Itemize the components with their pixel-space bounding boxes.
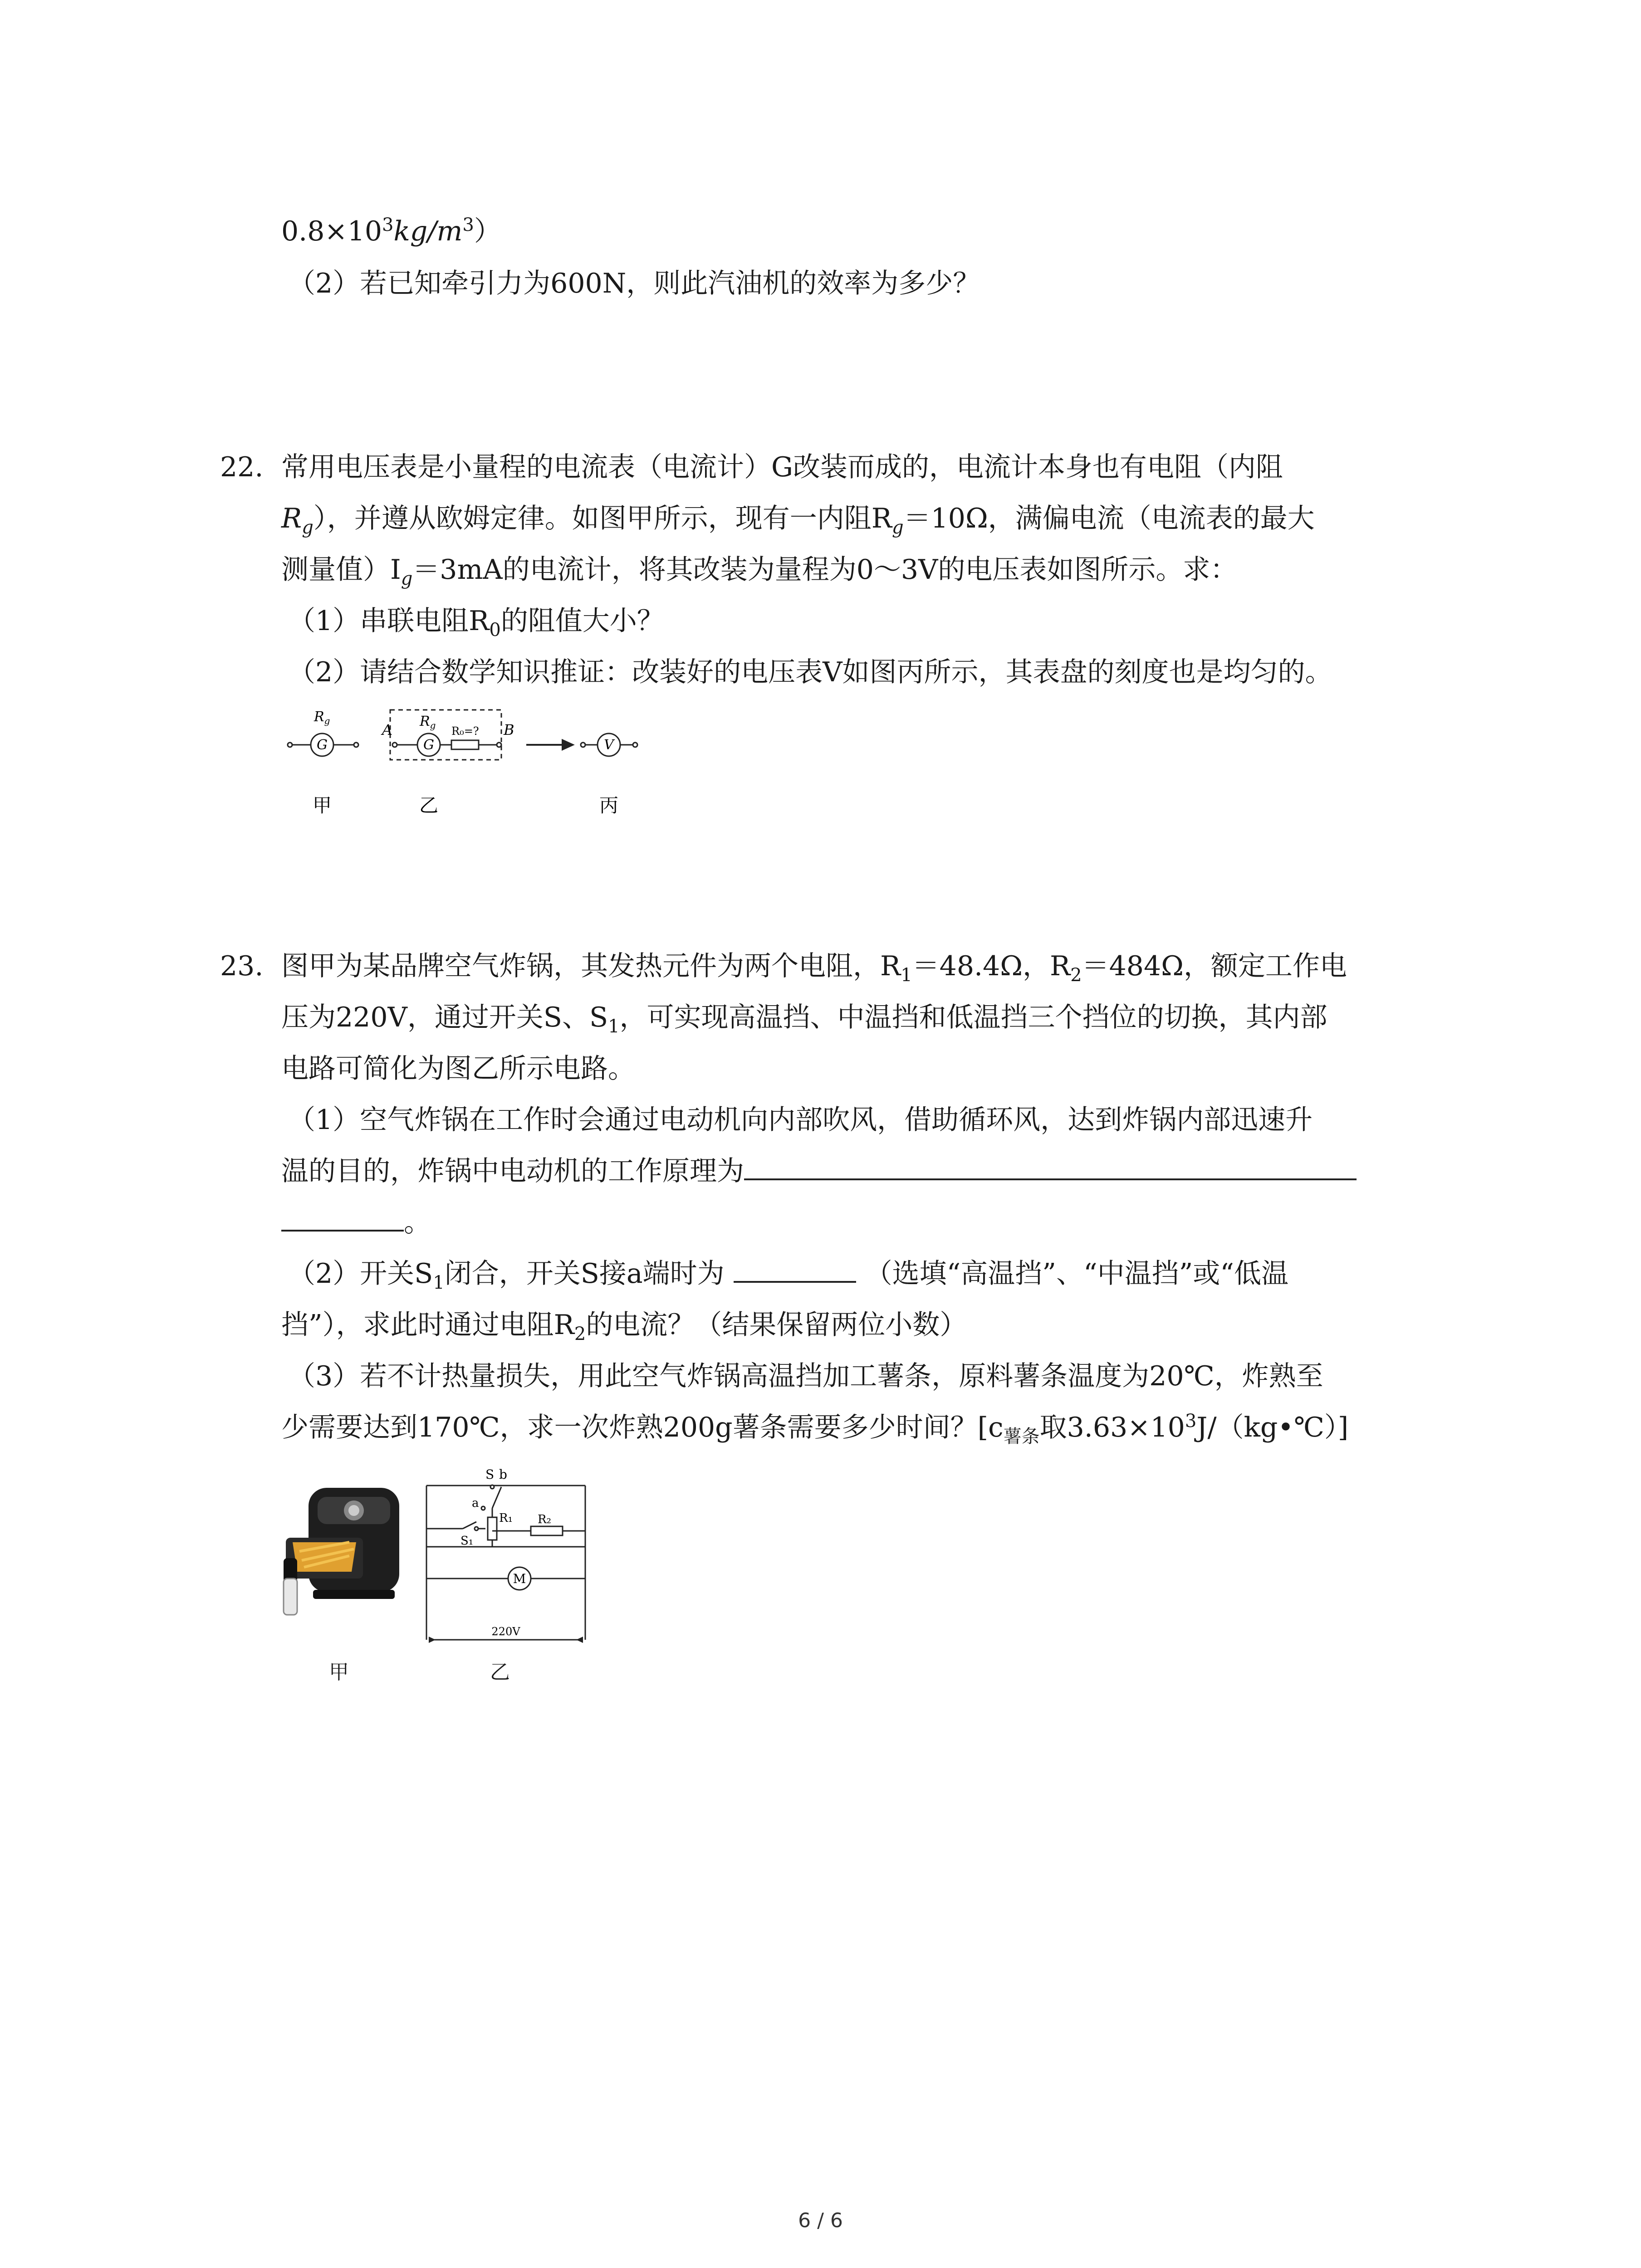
- fryer-circuit-diagram: [417, 1465, 608, 1660]
- galvanometer-label-yi: G: [423, 737, 434, 753]
- point-a-label: A: [382, 721, 393, 738]
- answer-blank-1-cont[interactable]: [281, 1204, 404, 1232]
- q23-line1: 图甲为某品牌空气炸锅，其发热元件为两个电阻，$R_1=48.4\Omega$，$R_2=484\Omega$，额定工作电: [281, 950, 1347, 986]
- point-b-label: B: [504, 721, 514, 738]
- q22-number: 22.: [220, 451, 264, 483]
- q23-line10: 少需要达到170℃，求一次炸熟200g薯条需要多少时间？[$c_{薯条}$取$3.63\times 10^3J/(kg•℃)$]: [281, 1411, 1349, 1447]
- switch-s-label: S: [485, 1467, 495, 1482]
- r0-label: R₀=?: [451, 725, 479, 738]
- q23-line2: 压为220V，通过开关S、$S_1$，可实现高温挡、中温挡和低温挡三个挡位的切换，其内部: [281, 1002, 1327, 1037]
- voltmeter-label: V: [604, 737, 614, 753]
- air-fryer-image: [281, 1474, 417, 1656]
- page-number: 6 / 6: [798, 2209, 843, 2232]
- q23-line7: （2）开关$S_1$闭合，开关S接a端时为 （选填“高温挡”、“中温挡”或“低温: [288, 1256, 1288, 1292]
- contact-b-label: b: [499, 1467, 507, 1482]
- answer-blank-2[interactable]: [734, 1256, 856, 1283]
- fig-label-yi: 乙: [419, 794, 439, 816]
- r1-label: R₁: [499, 1511, 513, 1525]
- q21-line2: （2）若已知牵引力为600N，则此汽油机的效率为多少？: [288, 268, 980, 299]
- q22-line4: （1）串联电阻$R_0$的阻值大小？: [288, 605, 664, 640]
- q23-line5: 温的目的，炸锅中电动机的工作原理为: [281, 1153, 1357, 1189]
- q21-line1: $0.8\times 10^3kg/m^3$）: [281, 215, 501, 247]
- q22-line2: $R_g$），并遵从欧姆定律。如图甲所示，现有一内阻$R_g=10\Omega$，满偏电流（电流表的最大: [281, 503, 1315, 538]
- fig-label-yi-23: 乙: [490, 1661, 510, 1684]
- fig-label-jia: 甲: [312, 794, 332, 816]
- voltage-label: 220V: [491, 1625, 520, 1638]
- q23-line9: （3）若不计热量损失，用此空气炸锅高温挡加工薯条，原料薯条温度为20℃，炸熟至: [288, 1360, 1323, 1392]
- fig-label-jia-23: 甲: [329, 1661, 349, 1684]
- q22-line1: 常用电压表是小量程的电流表（电流计）G改装而成的，电流计本身也有电阻（内阻: [281, 451, 1283, 483]
- s1-label: S₁: [460, 1534, 474, 1548]
- q22-line5: （2）请结合数学知识推证：改装好的电压表V如图丙所示，其表盘的刻度也是均匀的。: [288, 656, 1332, 688]
- r2-label: R₂: [538, 1513, 551, 1526]
- q22-line3: 测量值）$I_g=3mA$的电流计，将其改装为量程为0～3V的电压表如图所示。求：: [281, 554, 1238, 589]
- q23-line4: （1）空气炸锅在工作时会通过电动机向内部吹风，借助循环风，达到炸锅内部迅速升: [288, 1104, 1313, 1136]
- motor-label: M: [513, 1571, 526, 1586]
- q23-line6: 。: [281, 1204, 431, 1241]
- arrow-icon: [526, 740, 573, 749]
- q23-number: 23.: [220, 950, 264, 982]
- circuit-yi: [390, 710, 501, 760]
- rg-label-yi: $R_g$: [420, 714, 436, 731]
- rg-label-jia: $R_g$: [314, 709, 330, 726]
- q23-line8: 挡”），求此时通过电阻$R_2$的电流？（结果保留两位小数）: [281, 1309, 967, 1344]
- fig-label-bing: 丙: [599, 794, 619, 816]
- answer-blank-1[interactable]: [744, 1153, 1357, 1180]
- contact-a-label: a: [472, 1496, 479, 1510]
- q22-figure: [281, 701, 690, 819]
- q23-line3: 电路可简化为图乙所示电路。: [281, 1053, 635, 1085]
- galvanometer-label: G: [317, 737, 328, 753]
